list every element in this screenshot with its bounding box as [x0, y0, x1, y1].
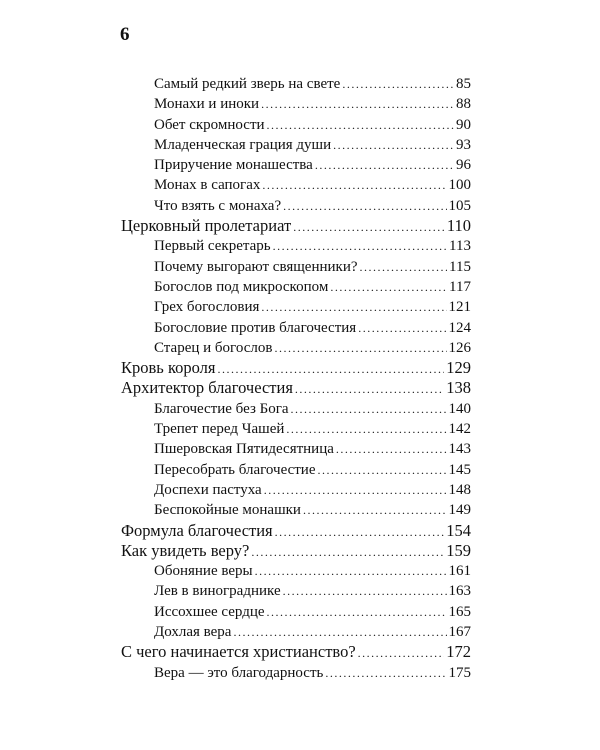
toc-entry-page: 161 [448, 563, 471, 580]
toc-dot-leader [333, 135, 454, 155]
toc-section-entry [0, 663, 471, 683]
toc-entry-page: 126 [448, 339, 471, 356]
toc-entry-page: 88 [456, 96, 471, 113]
toc-entry-page: 90 [456, 116, 471, 133]
toc-entry-page: 145 [448, 461, 471, 478]
toc-dot-leader [325, 663, 446, 683]
table-of-contents [0, 74, 600, 683]
toc-entry-page: 110 [446, 216, 471, 236]
toc-dot-leader [342, 74, 454, 94]
toc-entry-title: Богослов под микроскопом [154, 278, 329, 295]
toc-section-entry [0, 155, 471, 175]
toc-entry-page: 124 [448, 319, 471, 336]
toc-dot-leader [358, 318, 446, 338]
toc-entry-title: Почему выгорают священники? [154, 258, 358, 275]
toc-dot-leader [360, 257, 448, 277]
page-number: 6 [120, 24, 130, 45]
toc-entry-title: Грех богословия [154, 299, 260, 316]
toc-entry-title: Приручение монашества [154, 157, 313, 174]
toc-section-entry [0, 236, 471, 256]
toc-dot-leader [261, 94, 454, 114]
toc-dot-leader [318, 460, 447, 480]
toc-dot-leader [330, 277, 447, 297]
toc-entry-page: 163 [448, 583, 471, 600]
toc-entry-page: 117 [449, 278, 471, 295]
toc-entry-page: 175 [448, 664, 471, 681]
toc-entry-page: 121 [448, 299, 471, 316]
toc-dot-leader [273, 236, 447, 256]
toc-dot-leader [274, 338, 446, 358]
toc-entry-title: Формула благочестия [121, 520, 273, 540]
toc-entry-title: Благочестие без Бога [154, 400, 289, 417]
toc-entry-title: С чего начинается христианство? [121, 642, 356, 662]
toc-section-entry [0, 439, 471, 459]
toc-dot-leader [315, 155, 454, 175]
toc-section-entry [0, 338, 471, 358]
toc-entry-title: Иссохшее сердце [154, 603, 265, 620]
toc-dot-leader [267, 115, 454, 135]
toc-section-entry [0, 196, 471, 216]
toc-dot-leader [251, 542, 444, 562]
toc-dot-leader [233, 622, 446, 642]
toc-section-entry [0, 115, 471, 135]
toc-entry-page: 154 [446, 520, 471, 540]
toc-chapter-entry [0, 358, 471, 378]
toc-section-entry [0, 175, 471, 195]
toc-entry-title: Старец и богослов [154, 339, 273, 356]
toc-chapter-entry [0, 541, 471, 561]
toc-entry-page: 138 [446, 378, 471, 398]
toc-dot-leader [275, 522, 445, 542]
toc-entry-page: 143 [448, 441, 471, 458]
toc-entry-title: Младенческая грация души [154, 136, 332, 153]
toc-entry-title: Обет скромности [154, 116, 265, 133]
toc-section-entry [0, 277, 471, 297]
toc-entry-title: Лев в винограднике [154, 583, 281, 600]
toc-entry-title: Архитектор благочестия [121, 378, 293, 398]
toc-section-entry [0, 622, 471, 642]
toc-entry-page: 142 [448, 421, 471, 438]
toc-entry-page: 148 [448, 481, 471, 498]
toc-dot-leader [303, 500, 447, 520]
toc-section-entry [0, 581, 471, 601]
toc-entry-page: 140 [448, 400, 471, 417]
toc-dot-leader [264, 480, 447, 500]
toc-chapter-entry [0, 378, 471, 398]
toc-entry-page: 159 [446, 540, 471, 560]
toc-section-entry [0, 74, 471, 94]
toc-entry-title: Монах в сапогах [154, 177, 261, 194]
toc-entry-page: 115 [449, 258, 471, 275]
toc-section-entry [0, 318, 471, 338]
toc-entry-title: Беспокойные монашки [154, 502, 301, 519]
toc-section-entry [0, 561, 471, 581]
toc-entry-title: Вера — это благодарность [154, 664, 324, 681]
toc-dot-leader [267, 602, 447, 622]
toc-entry-title: Монахи и иноки [154, 96, 260, 113]
toc-entry-page: 93 [456, 136, 471, 153]
toc-entry-page: 113 [449, 238, 471, 255]
toc-dot-leader [286, 419, 446, 439]
toc-entry-title: Церковный пролетариат [121, 216, 292, 236]
toc-dot-leader [358, 643, 445, 663]
toc-entry-title: Доспехи пастуха [154, 481, 262, 498]
toc-section-entry [0, 460, 471, 480]
toc-dot-leader [255, 561, 447, 581]
toc-entry-title: Пересобрать благочестие [154, 461, 316, 478]
toc-section-entry [0, 602, 471, 622]
toc-section-entry [0, 500, 471, 520]
toc-section-entry [0, 419, 471, 439]
toc-entry-title: Что взять с монаха? [154, 197, 282, 214]
toc-entry-title: Как увидеть веру? [121, 540, 250, 560]
toc-entry-page: 149 [448, 502, 471, 519]
toc-section-entry [0, 480, 471, 500]
toc-entry-title: Богословие против благочестия [154, 319, 357, 336]
toc-entry-page: 85 [456, 76, 471, 92]
toc-entry-title: Обоняние веры [154, 563, 253, 580]
toc-entry-title: Самый редкий зверь на свете [154, 76, 341, 92]
toc-chapter-entry [0, 521, 471, 541]
toc-entry-page: 165 [448, 603, 471, 620]
toc-section-entry [0, 94, 471, 114]
toc-dot-leader [283, 196, 446, 216]
toc-dot-leader [261, 297, 446, 317]
toc-entry-title: Первый секретарь [154, 238, 271, 255]
toc-chapter-entry [0, 216, 471, 236]
toc-entry-page: 100 [448, 177, 471, 194]
toc-entry-page: 105 [448, 197, 471, 214]
toc-entry-page: 129 [446, 358, 471, 378]
toc-section-entry [0, 135, 471, 155]
toc-section-entry [0, 297, 471, 317]
toc-dot-leader [293, 217, 445, 237]
toc-entry-page: 167 [448, 624, 471, 641]
toc-dot-leader [283, 581, 447, 601]
toc-entry-title: Кровь короля [121, 358, 216, 378]
toc-section-entry [0, 257, 471, 277]
toc-entry-page: 96 [456, 157, 471, 174]
toc-dot-leader [295, 379, 444, 399]
toc-entry-page: 172 [446, 642, 471, 662]
toc-chapter-entry [0, 642, 471, 662]
toc-dot-leader [336, 439, 447, 459]
toc-dot-leader [217, 359, 444, 379]
toc-section-entry [0, 399, 471, 419]
toc-entry-title: Пшеровская Пятидесятница [154, 441, 334, 458]
toc-entry-title: Трепет перед Чашей [154, 421, 285, 438]
toc-entry-title: Дохлая вера [154, 624, 232, 641]
toc-dot-leader [291, 399, 447, 419]
toc-dot-leader [262, 175, 446, 195]
